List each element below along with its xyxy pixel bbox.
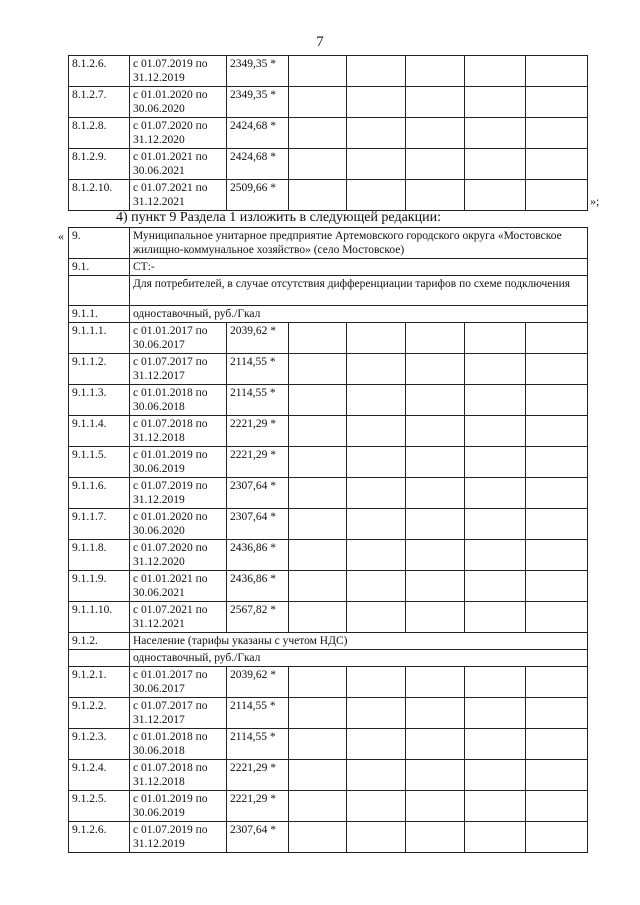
consumers-note-row bbox=[69, 276, 588, 306]
rate-type-row bbox=[69, 650, 588, 667]
row-value: 2509,66 * bbox=[227, 180, 289, 211]
table-row bbox=[69, 760, 588, 791]
empty-cell bbox=[347, 540, 406, 571]
section-organization: Муниципальное унитарное предприятие Артемовского городского округа «Мостовское жилищно-коммунальное хозяйство» (село Мостовское) bbox=[130, 228, 588, 259]
empty-cell bbox=[406, 323, 465, 354]
row-period: с 01.07.2019 по 31.12.2019 bbox=[130, 822, 227, 853]
empty-cell bbox=[465, 602, 526, 633]
row-period: с 01.07.2019 по 31.12.2019 bbox=[130, 56, 227, 87]
row-number: 9.1.1.3. bbox=[69, 385, 130, 416]
empty-cell bbox=[289, 571, 347, 602]
table-row bbox=[69, 118, 588, 149]
empty-cell bbox=[526, 602, 588, 633]
row-number: 8.1.2.8. bbox=[69, 118, 130, 149]
row-period: с 01.01.2021 по 30.06.2021 bbox=[130, 571, 227, 602]
table-row bbox=[69, 571, 588, 602]
empty-cell bbox=[526, 791, 588, 822]
empty-cell bbox=[406, 509, 465, 540]
empty-cell bbox=[465, 87, 526, 118]
empty-cell bbox=[465, 416, 526, 447]
empty-cell bbox=[406, 729, 465, 760]
row-number: 9.1.2.1. bbox=[69, 667, 130, 698]
row-value: 2221,29 * bbox=[227, 791, 289, 822]
row-period: с 01.07.2019 по 31.12.2019 bbox=[130, 478, 227, 509]
row-period: с 01.01.2018 по 30.06.2018 bbox=[130, 729, 227, 760]
section-number: 9. bbox=[69, 228, 130, 259]
empty-cell bbox=[465, 149, 526, 180]
row-period: с 01.07.2017 по 31.12.2017 bbox=[130, 354, 227, 385]
row-number: 9.1.1.6. bbox=[69, 478, 130, 509]
empty-cell bbox=[465, 760, 526, 791]
row-period: с 01.01.2021 по 30.06.2021 bbox=[130, 149, 227, 180]
empty-cell bbox=[406, 447, 465, 478]
empty-cell bbox=[406, 478, 465, 509]
row-period: с 01.01.2017 по 30.06.2017 bbox=[130, 323, 227, 354]
row-number: 9.1.1.7. bbox=[69, 509, 130, 540]
empty-cell bbox=[465, 509, 526, 540]
empty-cell bbox=[465, 822, 526, 853]
empty-cell bbox=[347, 87, 406, 118]
table-row bbox=[69, 87, 588, 118]
row-value: 2307,64 * bbox=[227, 822, 289, 853]
empty-cell bbox=[406, 180, 465, 211]
empty-cell bbox=[406, 760, 465, 791]
row-value: 2039,62 * bbox=[227, 667, 289, 698]
row-number: 9.1.1.8. bbox=[69, 540, 130, 571]
table-row bbox=[69, 540, 588, 571]
row-period: с 01.01.2019 по 30.06.2019 bbox=[130, 447, 227, 478]
empty-cell bbox=[347, 180, 406, 211]
empty-cell bbox=[526, 760, 588, 791]
empty-cell bbox=[289, 698, 347, 729]
row-number: 9.1.2.4. bbox=[69, 760, 130, 791]
table-row bbox=[69, 667, 588, 698]
row-period: с 01.07.2020 по 31.12.2020 bbox=[130, 118, 227, 149]
row-number: 8.1.2.6. bbox=[69, 56, 130, 87]
empty-cell bbox=[526, 180, 588, 211]
empty-cell bbox=[347, 602, 406, 633]
empty-cell bbox=[465, 698, 526, 729]
row-value: 2221,29 * bbox=[227, 416, 289, 447]
rate-type-text: одноставочный, руб./Гкал bbox=[130, 650, 588, 667]
row-value: 2349,35 * bbox=[227, 87, 289, 118]
page-number: 7 bbox=[316, 34, 324, 50]
amendment-instruction: 4) пункт 9 Раздела 1 изложить в следующей редакции: bbox=[116, 210, 441, 225]
empty-cell bbox=[347, 760, 406, 791]
empty-cell bbox=[406, 571, 465, 602]
empty-cell bbox=[465, 540, 526, 571]
empty-cell bbox=[465, 323, 526, 354]
row-number: 9.1.2.3. bbox=[69, 729, 130, 760]
empty-cell bbox=[289, 56, 347, 87]
empty-cell bbox=[406, 56, 465, 87]
row-number: 9.1.1.9. bbox=[69, 571, 130, 602]
empty-cell bbox=[406, 822, 465, 853]
table-row bbox=[69, 509, 588, 540]
tariff-table-section-8 bbox=[68, 55, 588, 211]
table-row bbox=[69, 149, 588, 180]
group-text: одноставочный, руб./Гкал bbox=[130, 306, 588, 323]
empty-cell bbox=[406, 667, 465, 698]
empty-cell bbox=[526, 667, 588, 698]
empty-cell bbox=[526, 385, 588, 416]
empty-cell bbox=[526, 478, 588, 509]
empty-cell bbox=[289, 822, 347, 853]
empty-cell bbox=[289, 509, 347, 540]
row-value: 2307,64 * bbox=[227, 509, 289, 540]
empty-cell bbox=[406, 87, 465, 118]
empty-cell bbox=[526, 447, 588, 478]
empty-cell bbox=[406, 118, 465, 149]
table-row bbox=[69, 56, 588, 87]
opening-quote-mark: « bbox=[58, 229, 64, 243]
empty-cell bbox=[406, 698, 465, 729]
empty-cell bbox=[465, 729, 526, 760]
empty-cell bbox=[347, 509, 406, 540]
subsection-number: 9.1. bbox=[69, 259, 130, 276]
empty-cell bbox=[289, 760, 347, 791]
empty-cell bbox=[465, 56, 526, 87]
empty-cell bbox=[69, 650, 130, 667]
empty-cell bbox=[347, 416, 406, 447]
row-value: 2436,86 * bbox=[227, 540, 289, 571]
empty-cell bbox=[289, 385, 347, 416]
row-period: с 01.01.2017 по 30.06.2017 bbox=[130, 667, 227, 698]
empty-cell bbox=[347, 698, 406, 729]
row-number: 9.1.1.10. bbox=[69, 602, 130, 633]
empty-cell bbox=[526, 323, 588, 354]
row-value: 2039,62 * bbox=[227, 323, 289, 354]
row-value: 2349,35 * bbox=[227, 56, 289, 87]
empty-cell bbox=[347, 447, 406, 478]
empty-cell bbox=[465, 354, 526, 385]
row-period: с 01.07.2017 по 31.12.2017 bbox=[130, 698, 227, 729]
group-text: Население (тарифы указаны с учетом НДС) bbox=[130, 633, 588, 650]
row-value: 2114,55 * bbox=[227, 385, 289, 416]
empty-cell bbox=[347, 118, 406, 149]
row-period: с 01.07.2020 по 31.12.2020 bbox=[130, 540, 227, 571]
row-period: с 01.01.2020 по 30.06.2020 bbox=[130, 509, 227, 540]
empty-cell bbox=[289, 323, 347, 354]
empty-cell bbox=[406, 602, 465, 633]
empty-cell bbox=[465, 667, 526, 698]
table-row bbox=[69, 478, 588, 509]
empty-cell bbox=[289, 149, 347, 180]
row-period: с 01.01.2018 по 30.06.2018 bbox=[130, 385, 227, 416]
empty-cell bbox=[526, 822, 588, 853]
row-number: 9.1.2.5. bbox=[69, 791, 130, 822]
row-period: с 01.07.2021 по 31.12.2021 bbox=[130, 602, 227, 633]
empty-cell bbox=[289, 416, 347, 447]
empty-cell bbox=[526, 540, 588, 571]
empty-cell bbox=[347, 729, 406, 760]
empty-cell bbox=[526, 149, 588, 180]
tariff-table-section-9 bbox=[68, 227, 588, 853]
row-value: 2424,68 * bbox=[227, 118, 289, 149]
empty-cell bbox=[526, 87, 588, 118]
empty-cell bbox=[289, 87, 347, 118]
empty-cell bbox=[526, 698, 588, 729]
empty-cell bbox=[465, 180, 526, 211]
table-row bbox=[69, 729, 588, 760]
empty-cell bbox=[347, 149, 406, 180]
subsection-row bbox=[69, 259, 588, 276]
empty-cell bbox=[347, 56, 406, 87]
row-value: 2114,55 * bbox=[227, 354, 289, 385]
table-row bbox=[69, 354, 588, 385]
empty-cell bbox=[289, 791, 347, 822]
row-value: 2114,55 * bbox=[227, 729, 289, 760]
empty-cell bbox=[289, 180, 347, 211]
row-number: 8.1.2.10. bbox=[69, 180, 130, 211]
row-value: 2221,29 * bbox=[227, 760, 289, 791]
empty-cell bbox=[406, 540, 465, 571]
table-row bbox=[69, 602, 588, 633]
empty-cell bbox=[406, 354, 465, 385]
row-period: с 01.01.2020 по 30.06.2020 bbox=[130, 87, 227, 118]
row-number: 8.1.2.9. bbox=[69, 149, 130, 180]
empty-cell bbox=[465, 478, 526, 509]
table-row bbox=[69, 698, 588, 729]
empty-cell bbox=[465, 447, 526, 478]
empty-cell bbox=[347, 385, 406, 416]
row-number: 8.1.2.7. bbox=[69, 87, 130, 118]
closing-quote-mark: »; bbox=[590, 194, 600, 208]
empty-cell bbox=[347, 667, 406, 698]
group-row bbox=[69, 633, 588, 650]
row-value: 2114,55 * bbox=[227, 698, 289, 729]
table-row bbox=[69, 822, 588, 853]
empty-cell bbox=[526, 416, 588, 447]
empty-cell bbox=[289, 602, 347, 633]
empty-cell bbox=[289, 667, 347, 698]
table-row bbox=[69, 791, 588, 822]
row-number: 9.1.1.4. bbox=[69, 416, 130, 447]
row-number: 9.1.1.2. bbox=[69, 354, 130, 385]
empty-cell bbox=[526, 56, 588, 87]
table-row bbox=[69, 416, 588, 447]
group-row bbox=[69, 306, 588, 323]
group-number: 9.1.1. bbox=[69, 306, 130, 323]
empty-cell bbox=[465, 791, 526, 822]
empty-cell bbox=[289, 540, 347, 571]
empty-cell bbox=[347, 791, 406, 822]
row-value: 2567,82 * bbox=[227, 602, 289, 633]
empty-cell bbox=[289, 354, 347, 385]
empty-cell bbox=[347, 822, 406, 853]
empty-cell bbox=[289, 729, 347, 760]
empty-cell bbox=[289, 478, 347, 509]
empty-cell bbox=[406, 791, 465, 822]
table-row bbox=[69, 180, 588, 211]
row-number: 9.1.2.6. bbox=[69, 822, 130, 853]
row-value: 2307,64 * bbox=[227, 478, 289, 509]
subsection-text: СТ:- bbox=[130, 259, 588, 276]
empty-cell bbox=[289, 118, 347, 149]
empty-cell bbox=[347, 354, 406, 385]
row-value: 2436,86 * bbox=[227, 571, 289, 602]
empty-cell bbox=[526, 354, 588, 385]
empty-cell bbox=[465, 385, 526, 416]
empty-cell bbox=[347, 323, 406, 354]
row-value: 2424,68 * bbox=[227, 149, 289, 180]
section-row bbox=[69, 228, 588, 259]
empty-cell bbox=[526, 509, 588, 540]
empty-cell bbox=[406, 385, 465, 416]
row-number: 9.1.1.5. bbox=[69, 447, 130, 478]
empty-cell bbox=[465, 571, 526, 602]
empty-cell bbox=[347, 571, 406, 602]
empty-cell bbox=[406, 416, 465, 447]
empty-cell bbox=[347, 478, 406, 509]
table-row bbox=[69, 385, 588, 416]
row-period: с 01.01.2019 по 30.06.2019 bbox=[130, 791, 227, 822]
empty-cell bbox=[526, 118, 588, 149]
empty-cell bbox=[406, 149, 465, 180]
group-number: 9.1.2. bbox=[69, 633, 130, 650]
empty-cell bbox=[526, 571, 588, 602]
row-period: с 01.07.2018 по 31.12.2018 bbox=[130, 760, 227, 791]
row-value: 2221,29 * bbox=[227, 447, 289, 478]
row-period: с 01.07.2021 по 31.12.2021 bbox=[130, 180, 227, 211]
empty-cell bbox=[465, 118, 526, 149]
table-row bbox=[69, 447, 588, 478]
table-row bbox=[69, 323, 588, 354]
consumers-note: Для потребителей, в случае отсутствия дифференциации тарифов по схеме подключения bbox=[130, 276, 588, 306]
empty-cell bbox=[289, 447, 347, 478]
row-period: с 01.07.2018 по 31.12.2018 bbox=[130, 416, 227, 447]
empty-cell bbox=[69, 276, 130, 306]
row-number: 9.1.2.2. bbox=[69, 698, 130, 729]
empty-cell bbox=[526, 729, 588, 760]
row-number: 9.1.1.1. bbox=[69, 323, 130, 354]
